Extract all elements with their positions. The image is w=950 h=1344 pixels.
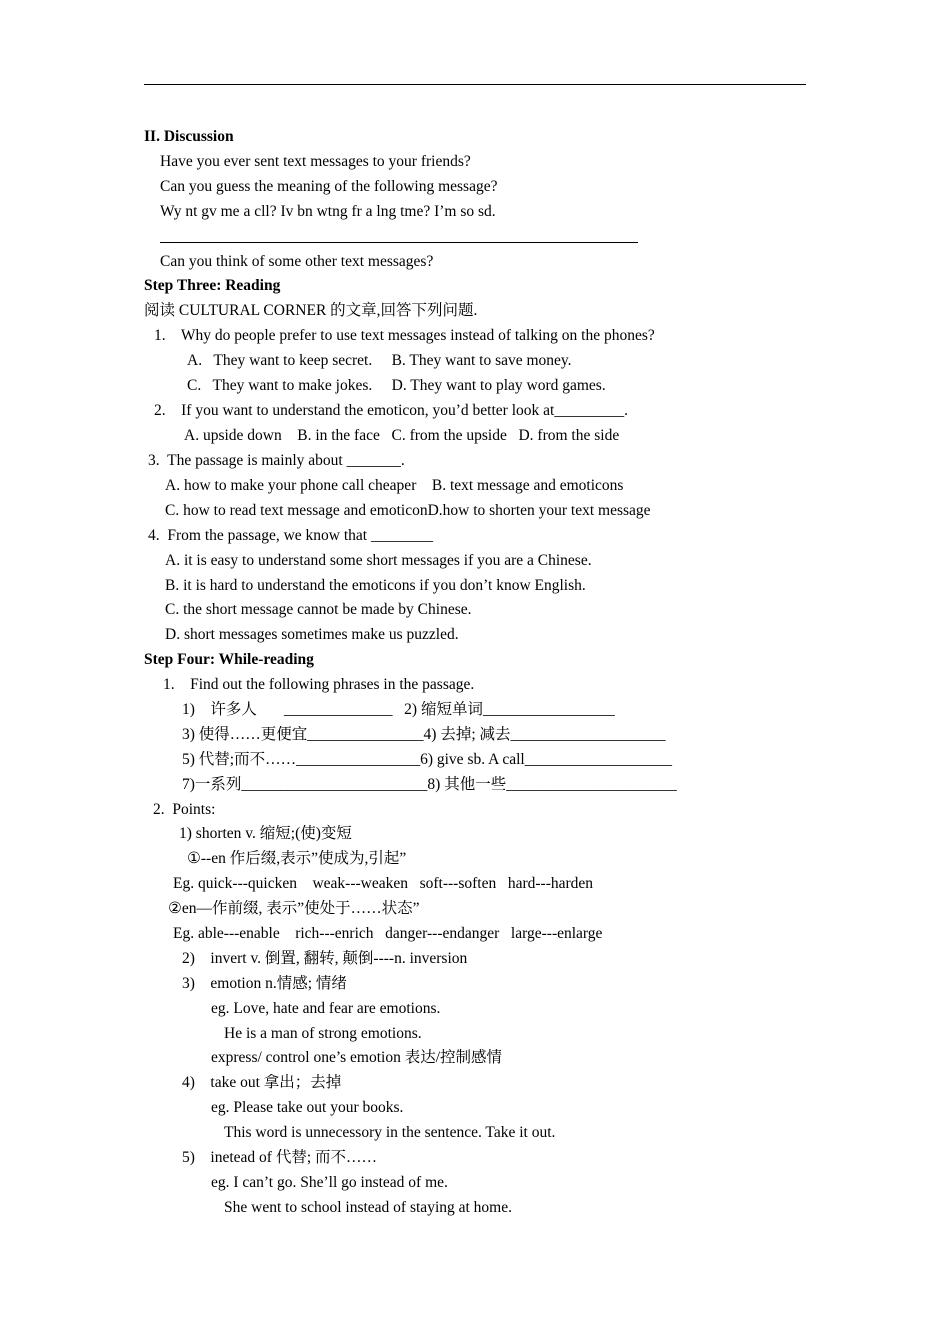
question-4-option-a: A. it is easy to understand some short messages if you are a Chinese. — [165, 552, 592, 569]
discussion-line: Can you think of some other text messages? — [160, 253, 434, 270]
header-rule — [144, 84, 806, 85]
point-2: 2) invert v. 倒置, 翻转, 颠倒----n. inversion — [182, 950, 468, 967]
question-1-options-ab: A. They want to keep secret. B. They want to save money. — [187, 352, 572, 369]
phrase-row: 3) 使得……更便宜_______________4) 去掉; 减去____________________ — [182, 726, 666, 743]
point-1-title: 1) shorten v. 缩短;(使)变短 — [179, 825, 352, 842]
point-4-example: eg. Please take out your books. — [211, 1099, 404, 1116]
point-3-example: express/ control one’s emotion 表达/控制感情 — [211, 1049, 503, 1066]
step-three-heading: Step Three: Reading — [144, 277, 281, 294]
point-4: 4) take out 拿出；去掉 — [182, 1074, 342, 1091]
question-4-option-d: D. short messages sometimes make us puzzled. — [165, 626, 459, 643]
answer-blank-line — [160, 242, 638, 243]
discussion-line: Have you ever sent text messages to your friends? — [160, 153, 471, 170]
sample-text-message: Wy nt gv me a cll? Iv bn wtng fr a lng tme? I’m so sd. — [160, 203, 496, 220]
question-3-options-cd: C. how to read text message and emoticonD.how to shorten your text message — [165, 502, 651, 519]
question-3-options-ab: A. how to make your phone call cheaper B. text message and emoticons — [165, 477, 624, 494]
question-1-stem: 1. Why do people prefer to use text messages instead of talking on the phones? — [154, 327, 655, 344]
question-4-stem: 4. From the passage, we know that ________ — [148, 527, 433, 544]
point-1-rule-2: ②en—作前缀, 表示”使处于……状态” — [168, 900, 420, 917]
phrase-row: 1) 许多人 ______________ 2) 缩短单词_________________ — [182, 701, 615, 718]
point-1-example-1: Eg. quick---quicken weak---weaken soft---soften hard---harden — [173, 875, 594, 892]
discussion-heading: II. Discussion — [144, 128, 234, 145]
points-label: 2. Points: — [153, 801, 216, 818]
task-1-instruction: 1. Find out the following phrases in the passage. — [163, 676, 475, 693]
point-3-example: eg. Love, hate and fear are emotions. — [211, 1000, 441, 1017]
question-4-option-c: C. the short message cannot be made by Chinese. — [165, 601, 472, 618]
phrase-row: 5) 代替;而不……________________6) give sb. A call___________________ — [182, 751, 672, 768]
question-2-stem: 2. If you want to understand the emoticon, you’d better look at_________. — [154, 402, 628, 419]
question-3-stem: 3. The passage is mainly about _______. — [148, 452, 405, 469]
phrase-row: 7)一系列________________________8) 其他一些______________________ — [182, 776, 677, 793]
point-5: 5) inetead of 代替; 而不…… — [182, 1149, 378, 1166]
point-1-rule-1: ①--en 作后缀,表示”使成为,引起” — [187, 850, 407, 867]
point-3: 3) emotion n.情感; 情绪 — [182, 975, 347, 992]
point-1-example-2: Eg. able---enable rich---enrich danger---endanger large---enlarge — [173, 925, 603, 942]
step-four-heading: Step Four: While-reading — [144, 651, 314, 668]
point-5-example: eg. I can’t go. She’ll go instead of me. — [211, 1174, 448, 1191]
point-5-example: She went to school instead of staying at home. — [224, 1199, 512, 1216]
point-3-example: He is a man of strong emotions. — [224, 1025, 422, 1042]
discussion-line: Can you guess the meaning of the following message? — [160, 178, 498, 195]
point-4-example: This word is unnecessory in the sentence. Take it out. — [224, 1124, 556, 1141]
question-4-option-b: B. it is hard to understand the emoticons if you don’t know English. — [165, 577, 586, 594]
question-1-options-cd: C. They want to make jokes. D. They want to play word games. — [187, 377, 606, 394]
question-2-options: A. upside down B. in the face C. from the upside D. from the side — [184, 427, 620, 444]
reading-instruction: 阅读 CULTURAL CORNER 的文章,回答下列问题. — [144, 302, 478, 319]
